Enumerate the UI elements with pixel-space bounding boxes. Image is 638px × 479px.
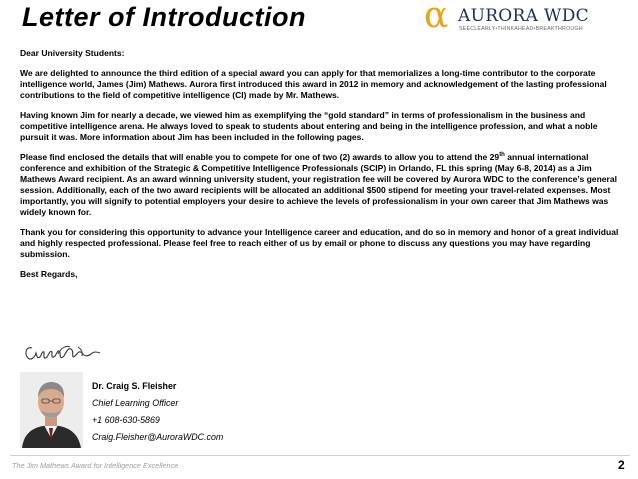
salutation: Dear University Students: — [20, 48, 125, 58]
letter-body — [20, 48, 624, 289]
footer-divider — [10, 455, 630, 456]
page-title: Letter of Introduction — [22, 2, 306, 32]
page-number: 2 — [618, 458, 625, 472]
handwritten-signature — [22, 340, 104, 364]
signatory-block — [92, 378, 223, 446]
logo-company-name: AURORA WDC — [458, 6, 589, 26]
logo-tagline: SEECLEARLY•THINKAHEAD•BREAKTHROUGH — [459, 26, 583, 32]
signatory-email[interactable]: Craig.Fleisher@AuroraWDC.com — [92, 432, 224, 442]
closing: Best Regards, — [20, 269, 78, 279]
footer-text: The Jim Mathews Award for Intelligence Excellence — [12, 461, 179, 470]
paragraph-3-start: Please find enclosed the details that will enable you to compete for one of two (2) awards to allow you to attend the 29 — [20, 152, 500, 162]
paragraph-3-end: annual international conference and exhibition of the Strategic & Competitive Intelligence Professionals (SCIP) in Orlando, FL this spring (May 6-8, 2014) as a Jim Mathews Award recipient. As an award winning university student, your registration fee will be covered by Aurora WDC to the conference’s general session. Additionally, each of the two award recipients will be allocated an additional $500 stipend for meeting your travel-related expenses. Most importantly, you will signify to potential employers your desire to achieve the levels of professionalism in your own career that Jim Mathews was widely known for. — [20, 152, 617, 217]
ordinal-suffix: th — [499, 152, 505, 159]
signatory-name: Dr. Craig S. Fleisher — [92, 381, 177, 391]
paragraph-4: Thank you for considering this opportunity to advance your Intelligence career and education, and do so in memory and honor of a great individual and highly respected professional. Please feel free to reach either of us by email or phone to discuss any questions you may have regarding submission. — [20, 227, 619, 259]
paragraph-3 — [20, 152, 624, 218]
signatory-title: Chief Learning Officer — [92, 398, 179, 408]
signatory-phone: +1 608-630-5869 — [92, 415, 160, 425]
person-portrait-icon — [20, 372, 83, 448]
aurora-wdc-logo — [424, 0, 636, 38]
portrait-photo — [20, 372, 83, 448]
alpha-logo-icon: α — [424, 0, 449, 36]
paragraph-1: We are delighted to announce the third edition of a special award you can apply for that memorializes a long-time contributor to the corporate intelligence world, James (Jim) Mathews. Aurora first introduced this award in 2012 in memory and acknowledgement of the lasting professional contributions to the field of competitive intelligence (CI) made by Mr. Mathews. — [20, 68, 607, 100]
paragraph-2: Having known Jim for nearly a decade, we viewed him as exemplifying the “gold standard” in terms of professionalism in the business and competitive intelligence arena. He always loved to speak to students about entering and being in the intelligence profession, and what a noble pursuit it was. More information about Jim has been included in the following pages. — [20, 110, 598, 142]
